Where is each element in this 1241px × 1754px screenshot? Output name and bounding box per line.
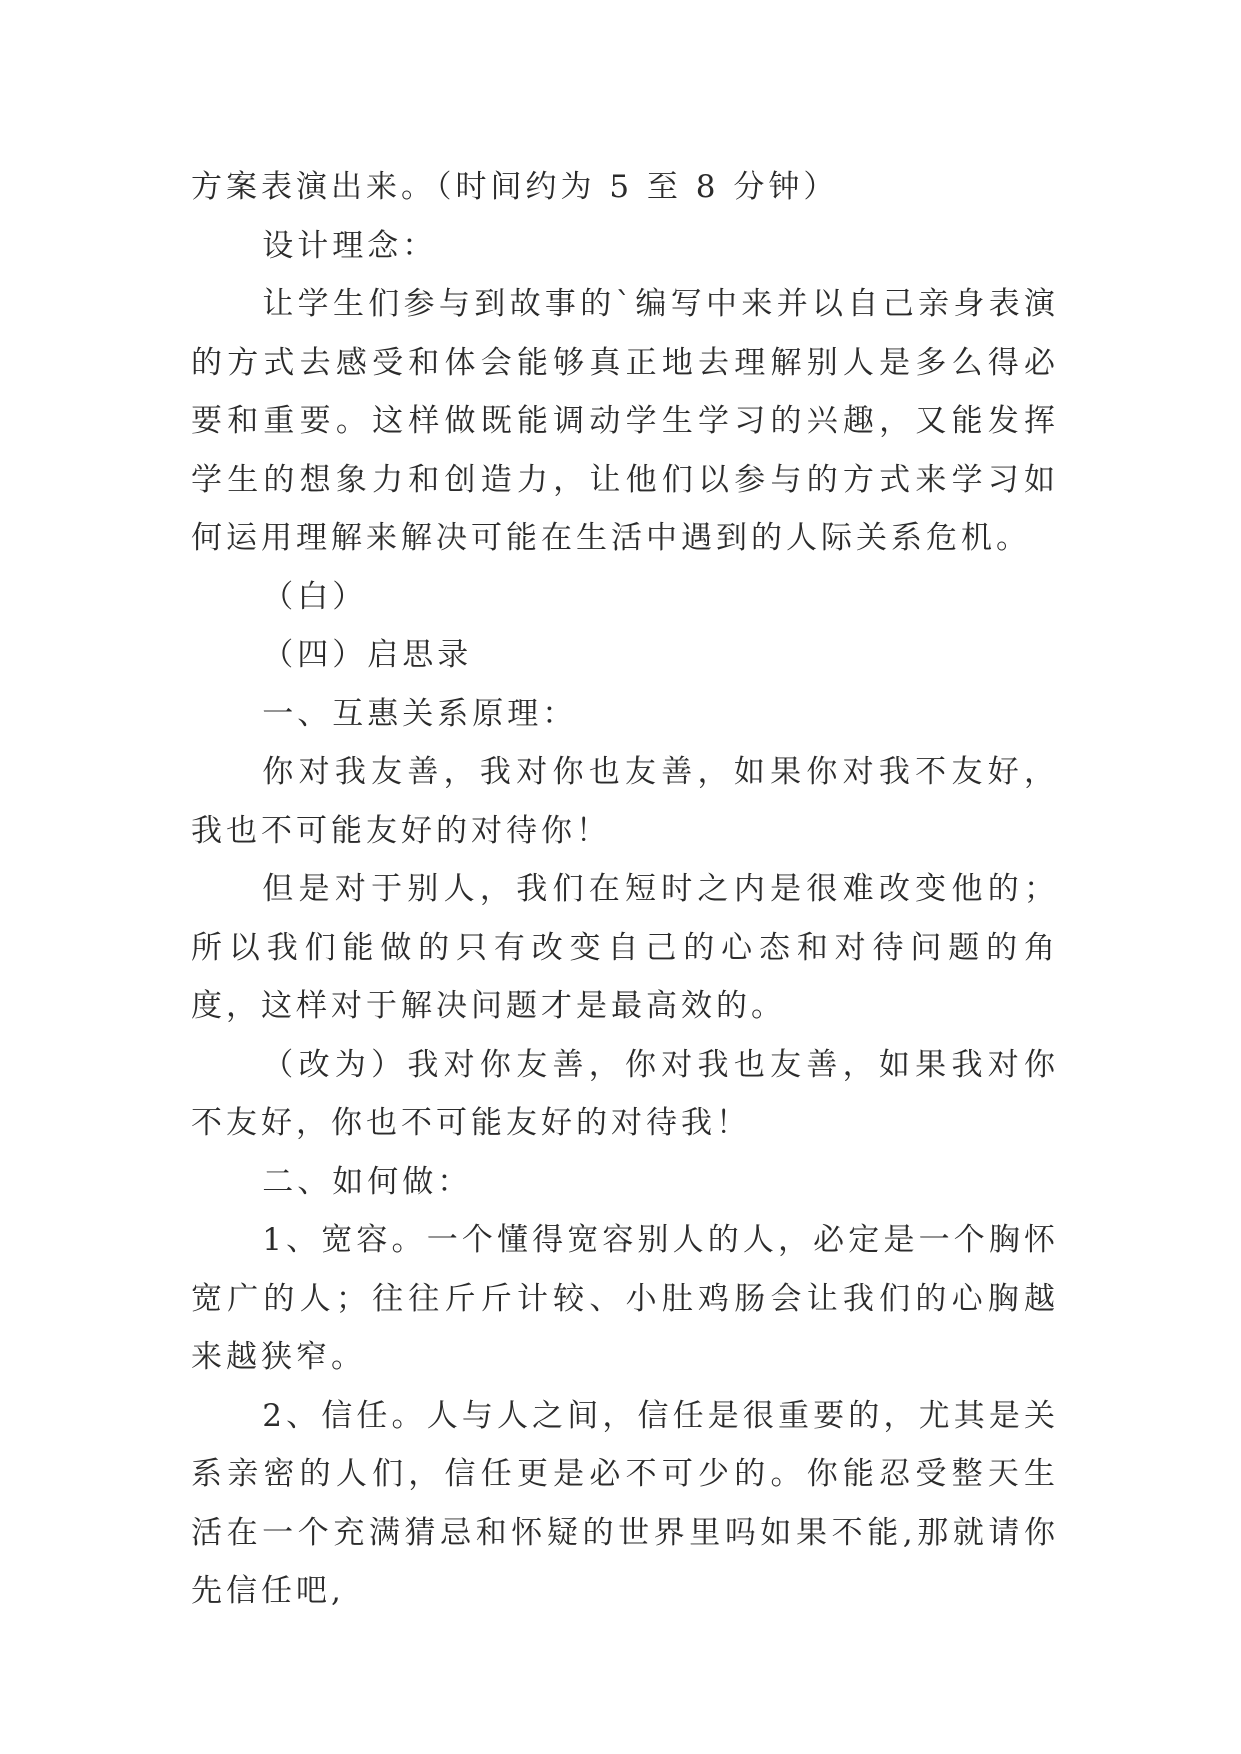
paragraph-design-heading: 设计理念： bbox=[262, 227, 438, 264]
paragraph-1: 方案表演出来。（时间约为 5 至 8 分钟） bbox=[191, 169, 839, 205]
paragraph-revised: （改为）我对你友善，你对我也友善，如果我对你不友好，你也不可能友好的对待我！ bbox=[191, 1046, 1059, 1141]
paragraph-design-concept: 让学生们参与到故事的`编写中来并以自己亲身表演的方式去感受和体会能够真正地去理解别人是多么得必要和重要。这样做既能调动学生学习的兴趣，又能发挥学生的想象力和创造力，让他们以参与的方式来学习如何运用理解来解决可能在生活中遇到的人际关系危机。 bbox=[191, 286, 1059, 556]
document-body bbox=[191, 158, 1059, 1621]
paragraph-bai: （白） bbox=[262, 578, 368, 615]
paragraph-how-heading: 二、如何做： bbox=[262, 1163, 473, 1200]
paragraph-reciprocity-heading: 一、互惠关系原理： bbox=[262, 695, 578, 732]
paragraph-trust: 2、信任。人与人之间，信任是很重要的，尤其是关系亲密的人们，信任更是必不可少的。你能忍受整天生活在一个充满猜忌和怀疑的世界里吗如果不能,那就请你先信任吧, bbox=[191, 1397, 1059, 1609]
paragraph-tolerance: 1、宽容。一个懂得宽容别人的人，必定是一个胸怀宽广的人；往往斤斤计较、小肚鸡肠会让我们的心胸越来越狭窄。 bbox=[191, 1222, 1059, 1375]
paragraph-change-self: 但是对于别人，我们在短时之内是很难改变他的；所以我们能做的只有改变自己的心态和对待问题的角度，这样对于解决问题才是最高效的。 bbox=[191, 871, 1059, 1024]
paragraph-section-four-heading: （四）启思录 bbox=[262, 637, 473, 673]
paragraph-reciprocity-text: 你对我友善，我对你也友善，如果你对我不友好，我也不可能友好的对待你！ bbox=[191, 754, 1059, 849]
